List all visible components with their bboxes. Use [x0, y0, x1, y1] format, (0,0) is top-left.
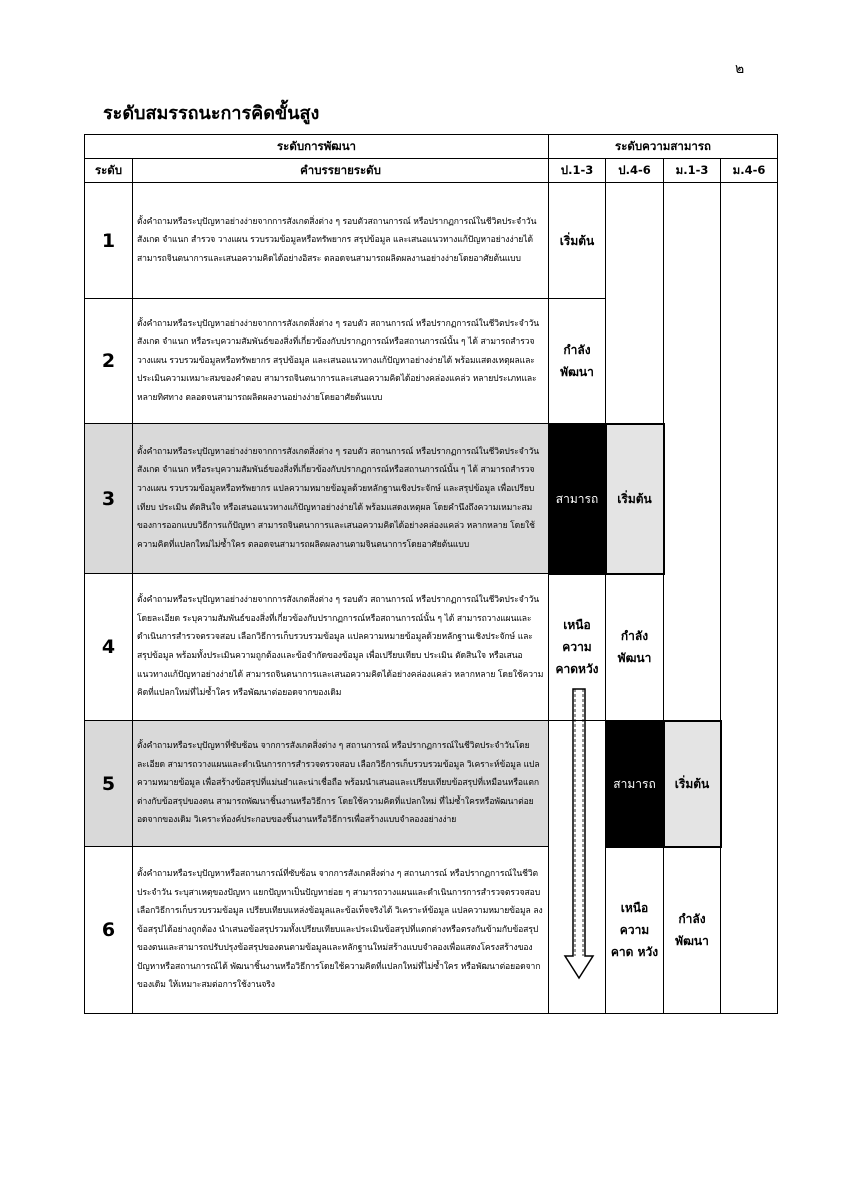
level-description: ตั้งคำถามหรือระบุปัญหาหรือสถานการณ์ที่ซับซ้อน จากการสังเกตสิ่งต่าง ๆ สถานการณ์ หรือปรากฏการณ์ในชีวิตประจำวัน ระบุสาเหตุของปัญหา แยกปัญหาเป็นปัญหาย่อย ๆ สามารถวางแผนและดำเนินการการสำรวจตรวจสอบ เลือกวิธีการเก็บรวบรวมข้อมูล เปรียบเทียบแหล่งข้อมูลและข้อเท็จจริงได้ วิเคราะห์ข้อมูล แปลความหมายข้อมูล ลงข้อสรุปได้อย่างถูกต้อง นำเสนอข้อสรุปรวมทั้งเปรียบเทียบและประเมินข้อสรุปที่แตกต่างหรือตรงกันข้ามกับข้อสรุปของตนและสามารถปรับปรุงข้อสรุปของตนตามข้อมูลและหลักฐานใหม่สร้างแบบจำลองเพื่อแสดงโครงสร้างของปัญหาหรือสถานการณ์ได้ พัฒนาชิ้นงานหรือวิธีการโดยใช้ความคิดที่แปลกใหม่ที่ไม่ซ้ำใคร หรือพัฒนาต่อยอดจากของเดิม ให้เหมาะสมต่อการใช้งานจริง: [133, 847, 549, 1014]
ability-cell: เหนือ ความ คาดหวัง: [549, 574, 606, 721]
empty-column: [721, 183, 778, 1014]
level-number: 6: [85, 847, 133, 1014]
table-row: [85, 183, 778, 299]
level-description: ตั้งคำถามหรือระบุปัญหาอย่างง่ายจากการสังเกตสิ่งต่าง ๆ รอบตัว สถานการณ์ หรือปรากฏการณ์ในชีวิตประจำวัน สังเกต จำแนก หรือระบุความสัมพันธ์ของสิ่งที่เกี่ยวข้องกับปรากฏการณ์หรือสถานการณ์นั้น ๆ ได้ สามารถสำรวจ วางแผน รวบรวมข้อมูลหรือทรัพยากร แปลความหมายข้อมูลด้วยหลักฐานเชิงประจักษ์ และสรุปข้อมูล เพื่อเปรียบเทียบ ประเมิน ตัดสินใจ หรือเสนอแนวทางแก้ปัญหาอย่างง่ายได้ พร้อมแสดงเหตุผล โดยคำนึงถึงความเหมาะสมของการออกแบบวิธีการแก้ปัญหา สามารถจินตนาการและเสนอความคิดได้อย่างคล่องแคล่ว หลากหลาย โดยใช้ความคิดที่แปลกใหม่ไม่ซ้ำใคร ตลอดจนสามารถผลิตผลงานตามจินตนาการโดยอาศัยต้นแบบ: [133, 424, 549, 574]
level-description: ตั้งคำถามหรือระบุปัญหาที่ซับซ้อน จากการสังเกตสิ่งต่าง ๆ สถานการณ์ หรือปรากฏการณ์ในชีวิตประจำวันโดยละเอียด สามารถวางแผนและดำเนินการการสำรวจตรวจสอบ เลือกวิธีการเก็บรวบรวมข้อมูล วิเคราะห์ข้อมูล แปลความหมายข้อมูล เพื่อสร้างข้อสรุปที่แม่นยำและน่าเชื่อถือ พร้อมนำเสนอและเปรียบเทียบข้อสรุปที่เหมือนหรือแตกต่างกับข้อสรุปของตน สามารถพัฒนาชิ้นงานหรือวิธีการ โดยใช้ความคิดที่แปลกใหม่ ที่ไม่ซ้ำใครหรือพัฒนาต่อยอดจากของเดิม วิเคราะห์องค์ประกอบของชิ้นงานหรือวิธีการเพื่อสร้างแบบจำลองอย่างง่าย: [133, 721, 549, 847]
ability-group-header: ระดับความสามารถ: [549, 135, 778, 159]
ability-cell: เหนือ ความ คาด หวัง: [606, 847, 664, 1014]
ability-cell: กำลัง พัฒนา: [664, 847, 721, 1014]
description-column-header: คำบรรยายระดับ: [133, 159, 549, 183]
competency-table: [84, 134, 778, 1014]
level-description: ตั้งคำถามหรือระบุปัญหาอย่างง่ายจากการสังเกตสิ่งต่าง ๆ รอบตัวสถานการณ์ หรือปรากฏการณ์ในชีวิตประจำวัน สังเกต จำแนก สำรวจ วางแผน รวบรวมข้อมูลหรือทรัพยากร สรุปข้อมูล และเสนอแนวทางแก้ปัญหาอย่างง่ายได้ สามารถจินตนาการและเสนอความคิดได้อย่างอิสระ ตลอดจนสามารถผลิตผลงานอย่างง่ายโดยอาศัยต้นแบบ: [133, 183, 549, 299]
level-number: 5: [85, 721, 133, 847]
level-number: 2: [85, 299, 133, 424]
grade-column-header: ป.4-6: [606, 159, 664, 183]
level-description: ตั้งคำถามหรือระบุปัญหาอย่างง่ายจากการสังเกตสิ่งต่าง ๆ รอบตัว สถานการณ์ หรือปรากฏการณ์ในชีวิตประจำวัน สังเกต จำแนก หรือระบุความสัมพันธ์ของสิ่งที่เกี่ยวข้องกับปรากฏการณ์หรือสถานการณ์นั้น ๆ ได้ สามารถสำรวจ วางแผน รวบรวมข้อมูลหรือทรัพยากร สรุปข้อมูล และเสนอแนวทางแก้ปัญหาอย่างง่ายได้ พร้อมแสดงเหตุผลและประเมินความเหมาะสมของคำตอบ สามารถจินตนาการและเสนอความคิดได้อย่างคล่องแคล่ว หลายประเภทและหลายทิศทาง ตลอดจนสามารถผลิตผลงานอย่างง่ายโดยอาศัยต้นแบบ: [133, 299, 549, 424]
page-number: ๒: [735, 61, 745, 77]
table-row: [85, 721, 778, 847]
grade-column-header: ม.1-3: [664, 159, 721, 183]
grade-column-header: ม.4-6: [721, 159, 778, 183]
level-number: 1: [85, 183, 133, 299]
ability-cell: กำลัง พัฒนา: [606, 574, 664, 721]
development-group-header: ระดับการพัฒนา: [85, 135, 549, 159]
page-heading: ระดับสมรรถนะการคิดขั้นสูง: [103, 103, 320, 124]
ability-cell: เริ่มต้น: [549, 183, 606, 299]
table-row: [85, 847, 778, 1014]
ability-cell: เริ่มต้น: [664, 721, 721, 847]
level-description: ตั้งคำถามหรือระบุปัญหาอย่างง่ายจากการสังเกตสิ่งต่าง ๆ รอบตัว สถานการณ์ หรือปรากฏการณ์ในชีวิตประจำวันโดยละเอียด ระบุความสัมพันธ์ของสิ่งที่เกี่ยวข้องกับปรากฏการณ์หรือสถานการณ์นั้น ๆ ได้ สามารถวางแผนและดำเนินการสำรวจตรวจสอบ เลือกวิธีการเก็บรวบรวมข้อมูล แปลความหมายข้อมูลด้วยหลักฐานเชิงประจักษ์ และสรุปข้อมูล พร้อมทั้งประเมินความถูกต้องและข้อจำกัดของข้อมูล เพื่อเปรียบเทียบ ประเมิน ตัดสินใจ หรือเสนอแนวทางแก้ปัญหาอย่างง่ายได้ สามารถจินตนาการและเสนอความคิดได้อย่างคล่องแคล่ว หลากหลาย โดยใช้ความคิดที่แปลกใหม่ที่ไม่ซ้ำใคร หรือพัฒนาต่อยอดจากของเดิม: [133, 574, 549, 721]
level-column-header: ระดับ: [85, 159, 133, 183]
ability-cell: กำลัง พัฒนา: [549, 299, 606, 424]
ability-cell: เริ่มต้น: [606, 424, 664, 574]
level-number: 3: [85, 424, 133, 574]
ability-cell: สามารถ: [549, 424, 606, 574]
down-arrow-icon: [562, 688, 596, 980]
level-number: 4: [85, 574, 133, 721]
ability-cell: สามารถ: [606, 721, 664, 847]
grade-column-header: ป.1-3: [549, 159, 606, 183]
table-row: [85, 424, 778, 574]
